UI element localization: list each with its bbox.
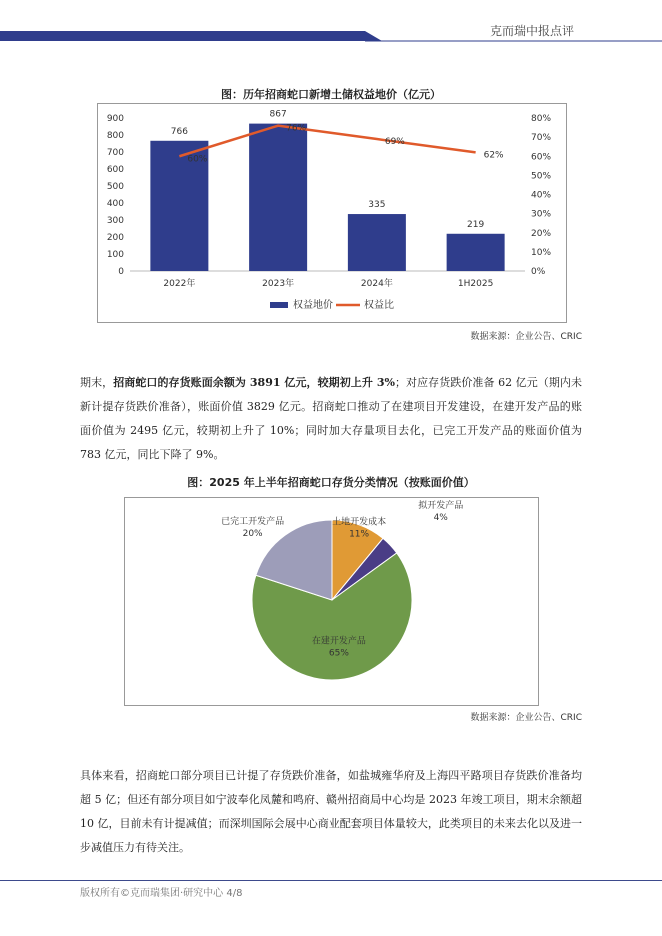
- pie-chart-svg: [125, 498, 538, 705]
- footer-text: 版权所有©克而瑞集团·研究中心 4/8: [80, 888, 243, 899]
- y-left-tick-label: 800: [106, 131, 124, 141]
- y-left-tick-label: 700: [106, 148, 124, 158]
- paragraph-inventory: [80, 371, 582, 467]
- paragraph-details: 具体来看，招商蛇口部分项目已计提了存货跌价准备，如盐城雍华府及上海四平路项目存货跌价准备均超 5 亿；但还有部分项目如宁波奉化凤麓和鸣府、赣州招商局中心均是 2023 年竣工项目，期末余额超 10 亿，目前未有计提减值；而深圳国际会展中心商业配套项目体量较大，此类项目的未来去化以及进一步减值压力有待关注。: [80, 769, 582, 854]
- line-data-label: 69%: [384, 137, 405, 148]
- legend-label: 权益比: [364, 300, 394, 311]
- paragraph1-lead: 期末，: [80, 376, 114, 389]
- pie-category-label: 在建开发产品: [311, 636, 366, 647]
- bar-data-label: 766: [170, 126, 188, 137]
- pie-category-label: 土地开发成本: [332, 517, 387, 528]
- x-tick-label: 1H2025: [457, 279, 494, 289]
- legend-swatch-bar: [270, 302, 288, 308]
- y-left-tick-label: 100: [106, 250, 124, 260]
- bar: [249, 124, 307, 271]
- y-left-tick-label: 300: [106, 216, 124, 226]
- y-right-tick-label: 80%: [531, 114, 552, 124]
- pie-percent-label: 20%: [242, 529, 263, 540]
- figure2-source: 数据来源：企业公告、CRIC: [470, 713, 582, 723]
- pie-percent-label: 65%: [328, 648, 349, 659]
- y-left-tick-label: 600: [106, 165, 124, 175]
- bar-data-label: 867: [269, 109, 287, 120]
- x-tick-label: 2023年: [262, 279, 295, 289]
- line-data-label: 60%: [187, 154, 208, 165]
- x-tick-label: 2022年: [163, 279, 196, 289]
- bar-line-chart-svg: [98, 104, 566, 322]
- bar-data-label: 335: [368, 200, 386, 211]
- paragraph1-rest: ；对应存货跌价准备 62 亿元（期内未新计提存货跌价准备），账面价值 3829 亿元。招商蛇口推动了在建项目开发建设，在建开发产品的账面价值为 2495 亿元，较期初上升了 10%；同时加大存量项目去化，已完工开发产品的账面价值为 783 亿元，同比下降了 9%。: [80, 376, 582, 461]
- paragraph1-bold: 招商蛇口的存货账面余额为 3891 亿元，较期初上升 3%: [113, 376, 395, 389]
- header-title: 克而瑞中报点评: [489, 24, 574, 38]
- y-right-tick-label: 30%: [531, 209, 552, 220]
- footer-divider: [0, 880, 662, 881]
- y-right-tick-label: 0%: [531, 267, 546, 277]
- line-data-label: 76%: [286, 123, 307, 134]
- y-left-tick-label: 900: [106, 114, 124, 124]
- pie-chart: [124, 497, 539, 706]
- pie-percent-label: 4%: [433, 513, 448, 524]
- y-left-tick-label: 400: [106, 199, 124, 209]
- y-left-tick-label: 200: [106, 233, 124, 243]
- y-right-tick-label: 70%: [531, 133, 552, 144]
- bar: [447, 234, 505, 271]
- bar: [348, 214, 406, 271]
- bar-line-chart: [97, 103, 567, 323]
- y-right-tick-label: 60%: [531, 152, 552, 163]
- figure1-source: 数据来源：企业公告、CRIC: [470, 332, 582, 342]
- bar-data-label: 219: [467, 219, 485, 230]
- y-right-tick-label: 20%: [531, 228, 552, 239]
- legend-label: 权益地价: [293, 300, 333, 311]
- x-tick-label: 2024年: [360, 279, 393, 289]
- y-left-tick-label: 500: [106, 182, 124, 192]
- y-left-tick-label: 0: [118, 267, 124, 277]
- pie-category-label: 已完工开发产品: [221, 517, 285, 528]
- figure1-title: 图：历年招商蛇口新增土储权益地价（亿元）: [221, 88, 441, 101]
- y-right-tick-label: 40%: [531, 190, 552, 201]
- line-data-label: 62%: [483, 150, 504, 161]
- figure2-title: 图：2025 年上半年招商蛇口存货分类情况（按账面价值）: [187, 476, 475, 489]
- y-right-tick-label: 10%: [531, 247, 552, 258]
- series-line-equity-ratio: [179, 123, 475, 157]
- pie-percent-label: 11%: [349, 529, 370, 540]
- y-right-tick-label: 50%: [531, 171, 552, 182]
- pie-category-label: 拟开发产品: [418, 501, 464, 512]
